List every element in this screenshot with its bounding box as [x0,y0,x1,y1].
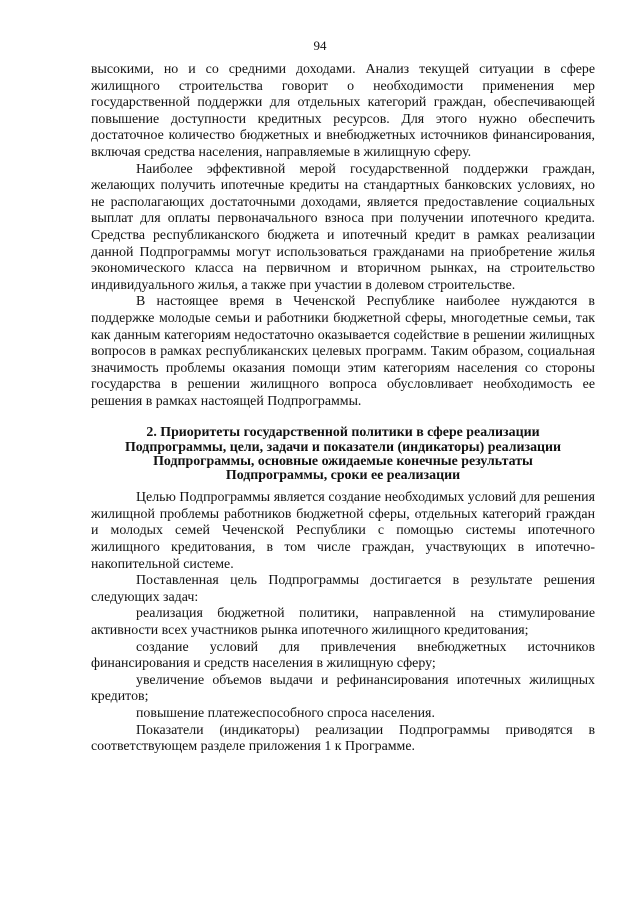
task-item: увеличение объемов выдачи и рефинансирования ипотечных жилищных кредитов; [91,672,595,705]
paragraph: Целью Подпрограммы является создание необходимых условий для решения жилищной проблемы работников бюджетной сферы, отдельных категорий граждан и молодых семей Чеченской Республики с помощью системы ипотечного жилищного кредитования, в том числе граждан, участвующих в ипотечно-накопительной системе. [91,490,595,572]
section-heading-line: Подпрограммы, цели, задачи и показатели (индикаторы) реализации [124,439,562,455]
paragraph-continuation: высокими, но и со средними доходами. Анализ текущей ситуации в сфере жилищного строительства говорит о необходимости применения мер государственной поддержки для отдельных категорий граждан, обеспечивающей повышение доступности кредитных ресурсов. Для этого нужно обеспечить достаточное количество бюджетных и внебюджетных источников финансирования, включая средства населения, направляемые в жилищную сферу. [91,62,595,160]
task-item: повышение платежеспособного спроса населения. [136,706,435,721]
section-heading-line: Подпрограммы, сроки ее реализации [225,468,461,484]
task-item: создание условий для привлечения внебюджетных источников финансирования и средств населения в жилищную сферу; [91,639,595,672]
task-item: реализация бюджетной политики, направленной на стимулирование активности всех участников рынка ипотечного жилищного кредитования; [91,606,595,639]
section-heading [91,426,595,483]
page-number: 94 [313,38,327,53]
section-heading-line: Подпрограммы, основные ожидаемые конечные результаты [153,453,533,469]
paragraph: Поставленная цель Подпрограммы достигается в результате решения следующих задач: [91,573,595,605]
paragraph: Наиболее эффективной мерой государственной поддержки граждан, желающих получить ипотечные кредиты на стандартных банковских условиях, но не располагающих достаточными доходами, является предоставление социальных выплат для оплаты первоначального взноса при получении ипотечного кредита. Средства республиканского бюджета и ипотечный кредит в рамках реализации данной Подпрограммы могут использоваться гражданами на приобретение жилья экономического класса на первичном и вторичном рынках, на строительство индивидуального жилья, а также при участии в долевом строительстве. [91,161,595,293]
paragraph: Показатели (индикаторы) реализации Подпрограммы приводятся в соответствующем разделе приложения 1 к Программе. [91,722,595,755]
paragraph: В настоящее время в Чеченской Республике наиболее нуждаются в поддержке молодые семьи и работники бюджетной сферы, многодетные семьи, так как данным категориям недостаточно оказывается содействие в решении жилищных вопросов в рамках республиканских целевых программ. Таким образом, социальная значимость проблемы оказания помощи этим категориям населения со стороны государства в решении жилищного вопроса обусловливает необходимость ее решения в рамках настоящей Подпрограммы. [91,294,595,409]
page-content [91,62,595,756]
section-heading-line: 2. Приоритеты государственной политики в сфере реализации [146,425,540,441]
